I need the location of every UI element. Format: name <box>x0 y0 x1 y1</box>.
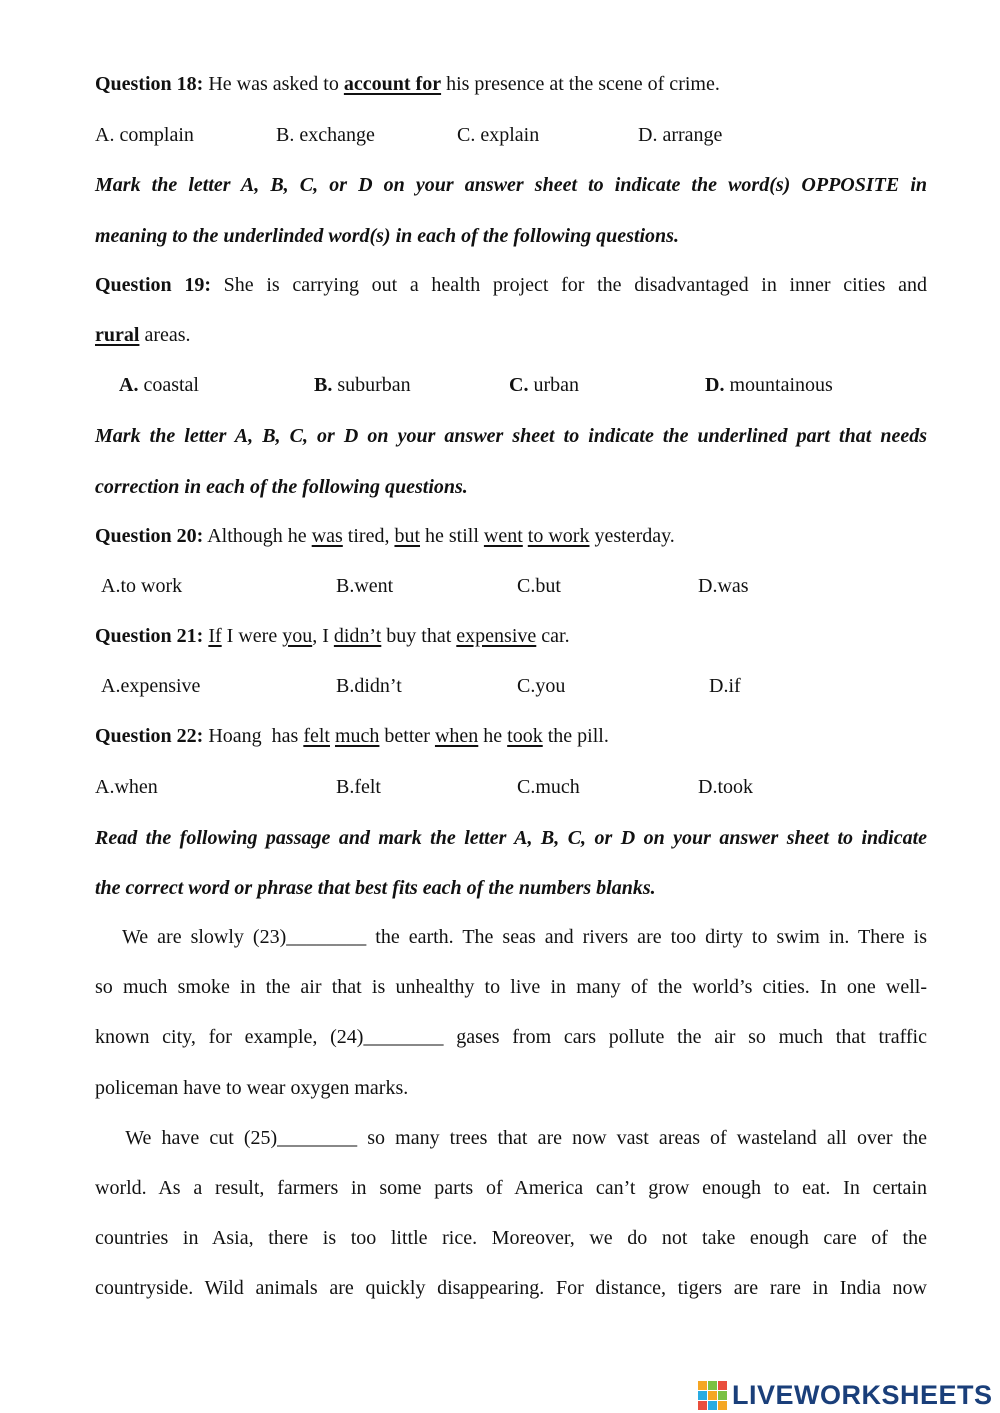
option-d[interactable] <box>638 123 722 147</box>
instruction-opposite-line-1: Mark the letter A, B, C, or D on your answer sheet to indicate the word(s) OPPOSITE in <box>95 174 927 196</box>
question-text: better <box>379 725 435 747</box>
question-text: he still <box>420 525 484 547</box>
option-a[interactable] <box>119 373 199 397</box>
passage-p1-line-3: known city, for example, (24)________ gases from cars pollute the air so much that traffic <box>95 1026 927 1048</box>
underlined-part: much <box>334 725 380 747</box>
question-label: Question 19: <box>95 274 212 296</box>
underlined-part: took <box>507 725 543 747</box>
option-letter: C. <box>457 124 476 146</box>
passage-p2-line-1: We have cut (25)________ so many trees that are now vast areas of wasteland all over the <box>95 1127 927 1149</box>
option-c[interactable]: C.much <box>517 776 580 798</box>
question-text: tired, <box>342 525 395 547</box>
underlined-part: went <box>483 525 523 547</box>
instruction-correction-line-2: correction in each of the following questions. <box>95 476 468 498</box>
option-b[interactable]: B.didn’t <box>336 675 402 697</box>
question-22 <box>95 724 927 748</box>
option-a[interactable]: A.expensive <box>101 675 201 697</box>
option-text: mountainous <box>724 374 833 396</box>
option-d[interactable]: D.was <box>698 575 749 597</box>
question-label: Question 21: <box>95 625 204 647</box>
passage-p1-line-1: We are slowly (23)________ the earth. The seas and rivers are too dirty to swim in. There is <box>95 926 927 948</box>
passage-p1-line-4: policeman have to wear oxygen marks. <box>95 1077 409 1099</box>
question-text: I were <box>221 625 283 647</box>
question-18 <box>95 72 927 96</box>
option-letter: B. <box>314 374 333 396</box>
liveworksheets-logo[interactable] <box>698 1378 993 1412</box>
underlined-part: but <box>394 525 421 547</box>
instruction-opposite-line-2: meaning to the underlinded word(s) in each of the following questions. <box>95 225 679 247</box>
question-text: Although he <box>203 525 312 547</box>
passage-p2-line-3: countries in Asia, there is too little rice. Moreover, we do not take enough care of the <box>95 1227 927 1249</box>
question-21 <box>95 624 927 648</box>
option-c[interactable]: C.but <box>517 575 561 597</box>
question-text: areas. <box>139 324 191 346</box>
question-text: the pill. <box>542 725 609 747</box>
option-b[interactable]: B.felt <box>336 776 381 798</box>
option-text: suburban <box>332 374 411 396</box>
option-letter: D. <box>638 124 658 146</box>
option-a[interactable]: A.to work <box>101 575 183 597</box>
option-d[interactable]: D.if <box>709 675 741 697</box>
question-text: buy that <box>381 625 457 647</box>
underlined-part: felt <box>303 725 330 747</box>
liveworksheets-logo-icon <box>698 1381 728 1409</box>
option-d[interactable]: D.took <box>698 776 753 798</box>
brand-name: LIVEWORKSHEETS <box>732 1379 993 1410</box>
option-letter: B. <box>276 124 295 146</box>
option-c[interactable]: C.you <box>517 675 566 697</box>
option-text: explain <box>475 124 540 146</box>
option-b[interactable]: B.went <box>336 575 394 597</box>
question-text: he <box>478 725 508 747</box>
instruction-passage-line-2: the correct word or phrase that best fits each of the numbers blanks. <box>95 877 656 899</box>
option-text: complain <box>114 124 194 146</box>
underlined-part: If <box>208 625 222 647</box>
option-text: urban <box>528 374 579 396</box>
passage-p1-line-2: so much smoke in the air that is unhealthy to live in many of the world’s cities. In one well- <box>95 976 927 998</box>
passage-p2-line-4: countryside. Wild animals are quickly disappearing. For distance, tigers are rare in India now <box>95 1277 927 1299</box>
question-text: , I <box>312 625 334 647</box>
passage-p2-line-2: world. As a result, farmers in some parts of America can’t grow enough to eat. In certain <box>95 1177 927 1199</box>
underlined-part: was <box>311 525 343 547</box>
question-text: Hoang has <box>203 725 304 747</box>
question-label: Question 22: <box>95 725 204 747</box>
question-20 <box>95 524 927 548</box>
question-19-line-1 <box>95 273 927 297</box>
option-letter: A. <box>95 124 115 146</box>
option-letter: A. <box>119 374 139 396</box>
option-b[interactable] <box>314 373 411 397</box>
target-word: rural <box>95 324 140 346</box>
option-letter: D. <box>705 374 725 396</box>
option-c[interactable] <box>509 373 579 397</box>
option-text: exchange <box>294 124 375 146</box>
underlined-part: didn’t <box>333 625 382 647</box>
option-a[interactable]: A.when <box>95 776 158 798</box>
instruction-passage-line-1: Read the following passage and mark the letter A, B, C, or D on your answer sheet to indicate <box>95 827 927 849</box>
question-text: She is carrying out a health project for the disadvantaged in inner cities and <box>211 274 927 296</box>
question-label: Question 18: <box>95 73 204 95</box>
option-a[interactable] <box>95 123 194 147</box>
option-c[interactable] <box>457 123 539 147</box>
option-b[interactable] <box>276 123 375 147</box>
underlined-part: to work <box>527 525 590 547</box>
question-text: his presence at the scene of crime. <box>441 73 720 95</box>
question-label: Question 20: <box>95 525 204 547</box>
option-letter: C. <box>509 374 529 396</box>
target-phrase: account for <box>343 73 442 95</box>
option-d[interactable] <box>705 373 833 397</box>
option-text: coastal <box>138 374 199 396</box>
underlined-part: expensive <box>456 625 537 647</box>
instruction-correction-line-1: Mark the letter A, B, C, or D on your answer sheet to indicate the underlined part that needs <box>95 425 927 447</box>
question-text: yesterday. <box>589 525 675 547</box>
underlined-part: you <box>282 625 313 647</box>
option-text: arrange <box>657 124 723 146</box>
question-text: car. <box>536 625 570 647</box>
question-text: He was asked to <box>203 73 344 95</box>
underlined-part: when <box>434 725 479 747</box>
question-19-line-2 <box>95 323 927 347</box>
